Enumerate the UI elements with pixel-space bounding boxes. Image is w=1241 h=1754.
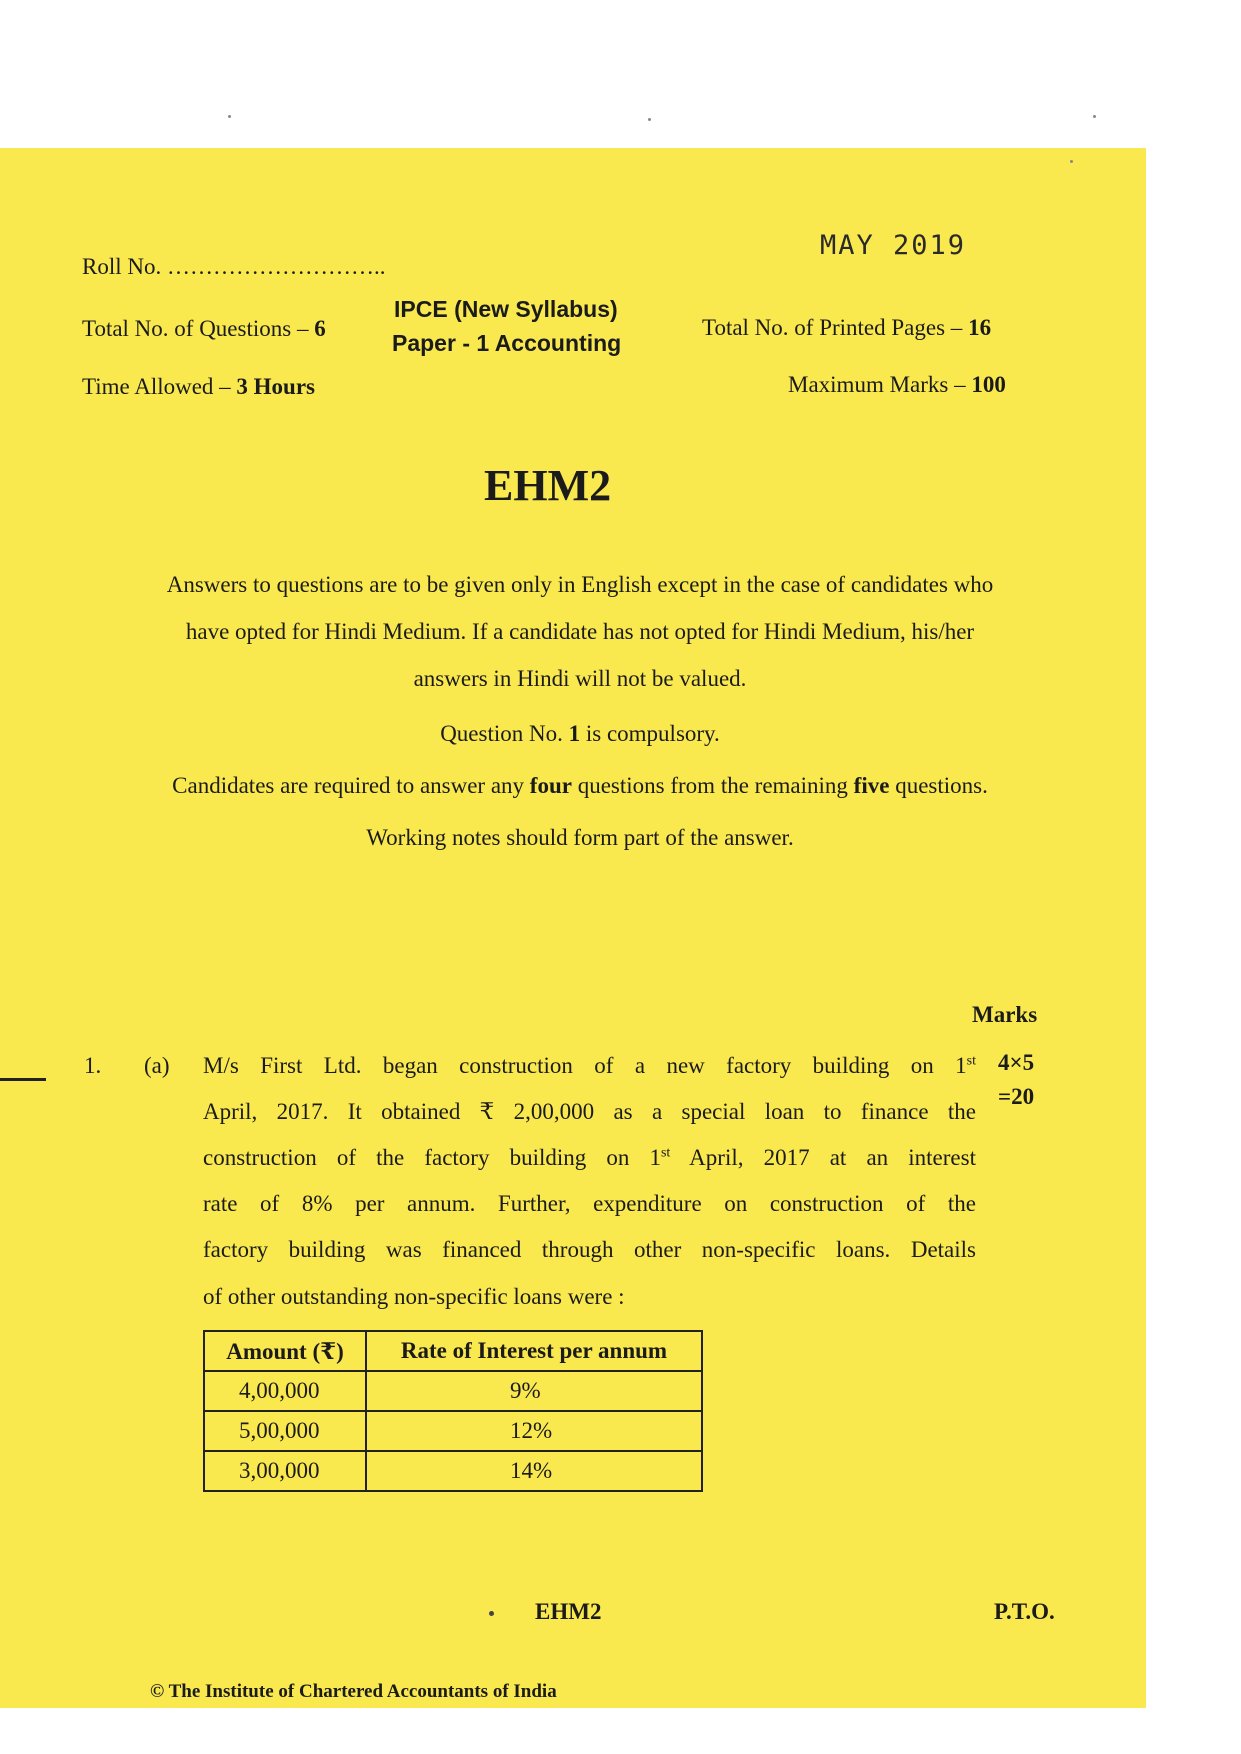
margin-mark	[0, 1078, 46, 1081]
table-row	[204, 1371, 702, 1411]
question-part: (a)	[144, 1053, 170, 1078]
footer-paper-code: EHM2	[535, 1599, 602, 1624]
working-notes-note: Working notes should form part of the answer.	[366, 825, 794, 850]
copyright-notice: © The Institute of Chartered Accountants of India	[150, 1681, 557, 1702]
compulsory-note: Question No. 1 is compulsory.	[440, 721, 720, 746]
total-questions: Total No. of Questions – 6	[82, 316, 326, 341]
question-1-marks-total: =20	[998, 1084, 1035, 1109]
instruction-line-2: have opted for Hindi Medium. If a candidate has not opted for Hindi Medium, his/her	[185, 619, 975, 644]
scan-speck	[228, 115, 231, 118]
roll-number-field: Roll No. ………………………..	[82, 254, 386, 279]
table-header-row	[204, 1331, 702, 1371]
amount-cell: 4,00,000	[204, 1371, 366, 1411]
question-1a-line-2: April, 2017. It obtained ₹ 2,00,000 as a special loan to finance the	[203, 1099, 976, 1124]
footer-bullet	[489, 1611, 494, 1616]
question-1a-line-6: of other outstanding non-specific loans were :	[203, 1284, 625, 1309]
please-turn-over: P.T.O.	[994, 1599, 1055, 1624]
non-specific-loans-table	[203, 1330, 703, 1492]
scan-speck	[1070, 160, 1073, 163]
printed-pages: Total No. of Printed Pages – 16	[702, 315, 992, 340]
time-allowed: Time Allowed – 3 Hours	[82, 374, 316, 399]
question-1-marks: 4×5	[998, 1050, 1035, 1075]
exam-date: MAY 2019	[820, 230, 967, 261]
paper-code: EHM2	[484, 461, 612, 510]
scan-speck	[648, 118, 651, 121]
question-1a-line-4: rate of 8% per annum. Further, expenditure on construction of the	[203, 1191, 976, 1216]
rate-cell: 14%	[366, 1451, 702, 1491]
maximum-marks: Maximum Marks – 100	[788, 372, 1006, 397]
paper-title: Paper - 1 Accounting	[392, 330, 622, 356]
amount-header: Amount (₹)	[204, 1331, 366, 1371]
choice-note: Candidates are required to answer any four questions from the remaining five questions.	[172, 773, 988, 798]
amount-cell: 3,00,000	[204, 1451, 366, 1491]
rate-cell: 9%	[366, 1371, 702, 1411]
question-number: 1.	[84, 1053, 102, 1078]
table-row	[204, 1411, 702, 1451]
question-1a-line-5: factory building was financed through other non-specific loans. Details	[203, 1237, 976, 1262]
question-1a-line-1: M/s First Ltd. began construction of a new factory building on 1st	[203, 1053, 976, 1078]
question-1a-line-3: construction of the factory building on 1st April, 2017 at an interest	[203, 1145, 976, 1170]
amount-cell: 5,00,000	[204, 1411, 366, 1451]
rate-cell: 12%	[366, 1411, 702, 1451]
instruction-line-1: Answers to questions are to be given only in English except in the case of candidates who	[166, 572, 994, 597]
course-title: IPCE (New Syllabus)	[394, 296, 618, 322]
scan-speck	[1093, 115, 1096, 118]
marks-heading: Marks	[972, 1002, 1038, 1027]
table-row	[204, 1451, 702, 1491]
instruction-line-3: answers in Hindi will not be valued.	[413, 666, 747, 691]
rate-header: Rate of Interest per annum	[366, 1331, 702, 1371]
